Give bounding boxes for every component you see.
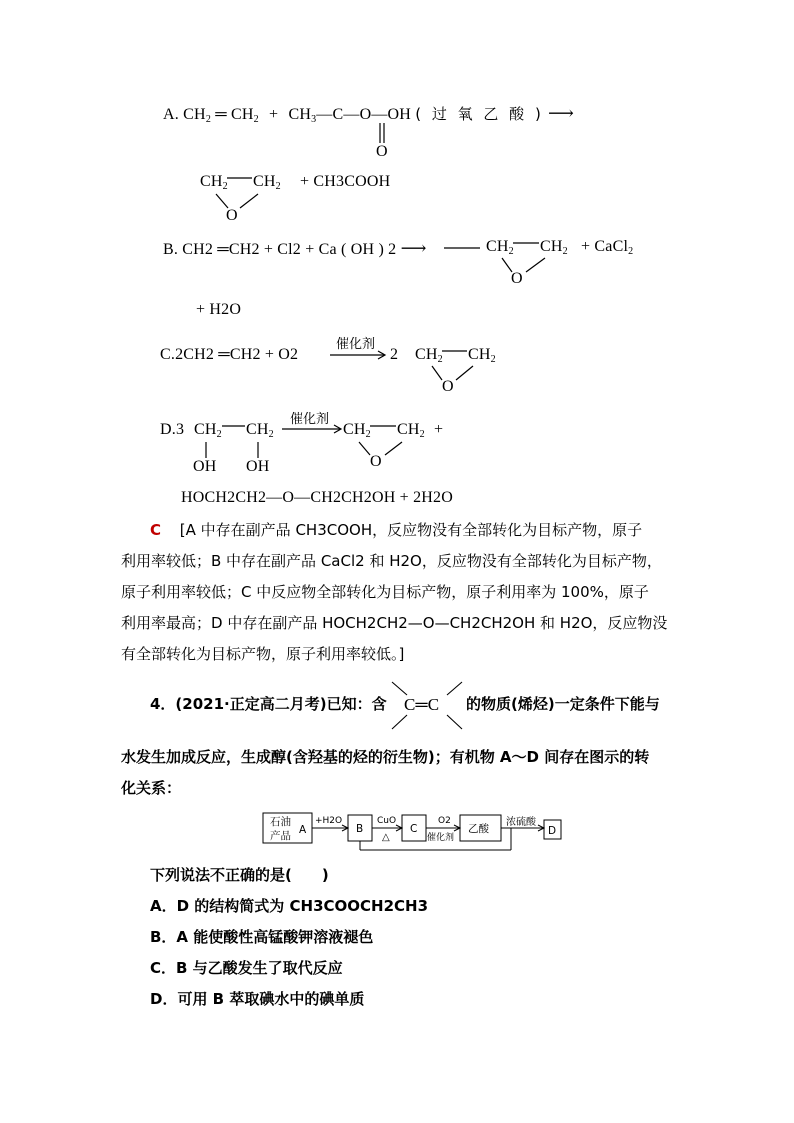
flow-box-a: A: [299, 824, 307, 836]
flow-acid: 乙酸: [468, 823, 489, 835]
option-b-epoxide-right: $CH_2$: [540, 238, 568, 257]
option-c-lhs: 2CH2 ═CH2 + O2: [175, 346, 299, 363]
option-a-oxy: O—OH: [359, 106, 412, 123]
option-a-ch2b: $CH_2$: [230, 106, 259, 125]
option-a-ch2: $CH_2$: [183, 106, 212, 125]
flow-catalyst: 催化剂: [427, 833, 455, 843]
option-d-line2: HOCH2CH2—O—CH2CH2OH + 2H2O: [181, 489, 454, 506]
answer-3-line3: 原子利用率较低；C 中反应物全部转化为目标产物，原子利用率为 100%，原子: [121, 583, 649, 601]
option-a-equation: A. $CH_2$ ═ $CH_2$ + $CH_3—C—O—OH$ ( 过 氧 乙 酸 ) ⟶: [163, 103, 575, 125]
q4-line2: 水发生加成反应，生成醇(含羟基的烃的衍生物)；有机物 A～D 间存在图示的转: [121, 748, 650, 766]
option-a-double-bond: ═: [215, 106, 227, 123]
option-a-epoxide-right: $CH_2$: [253, 173, 281, 192]
option-d-catalyst: 催化剂: [290, 412, 330, 427]
option-b-h2o: + H2O: [196, 301, 242, 318]
option-d-epoxide-right: $CH_2$: [397, 421, 425, 440]
option-c-catalyst: 催化剂: [336, 337, 376, 352]
flow-h2o: +H2O: [315, 816, 343, 826]
option-b-epoxide-left: $CH_2$: [486, 238, 514, 257]
q4-option-c: C．B 与乙酸发生了取代反应: [150, 959, 343, 977]
flow-box-b: B: [356, 823, 364, 835]
option-c-epoxide-right: $CH_2$: [468, 346, 496, 365]
option-b-lhs: CH2 ═CH2 + Cl2 + Ca ( OH ) 2: [182, 241, 397, 258]
option-a-arrow: ⟶: [548, 103, 575, 123]
option-a-plus: +: [269, 106, 279, 123]
q4-option-d: D．可用 B 萃取碘水中的碘单质: [150, 990, 365, 1008]
flow-box-d: D: [548, 825, 557, 837]
flow-box-c: C: [410, 823, 418, 835]
option-b-cacl2: + CaCl$_2$: [581, 238, 634, 257]
flow-o2: O2: [438, 816, 451, 826]
flow-h2so4: 浓硫酸: [506, 817, 536, 828]
answer-3-text1: [A 中存在副产品 CH3COOH，反应物没有全部转化为目标产物，原子: [179, 521, 643, 539]
option-c-epoxide-o: O: [442, 378, 454, 395]
option-d-plus: +: [434, 421, 444, 438]
flow-box1-line1: 石油: [270, 816, 291, 828]
answer-letter: C: [150, 521, 162, 539]
option-c-epoxide-left: $CH_2$: [415, 346, 443, 365]
option-d-reactant-left: $CH_2$: [194, 421, 222, 440]
option-a-label: A.: [163, 106, 179, 123]
option-d-epoxide-o: O: [370, 453, 382, 470]
option-a-name: ( 过 氧 乙 酸 ): [415, 105, 544, 123]
option-b-arrow: ⟶: [400, 238, 427, 258]
option-a-carbon: C: [332, 106, 344, 123]
q4-line3: 化关系：: [121, 779, 182, 797]
option-a-epoxide-o: O: [226, 207, 238, 224]
option-d-coef: 3: [175, 421, 185, 438]
option-d-epoxide-left: $CH_2$: [343, 421, 371, 440]
option-d-oh-left: OH: [193, 458, 217, 475]
option-c-label: C.: [160, 346, 176, 363]
option-a-byproduct: + CH3COOH: [300, 173, 391, 190]
q4-option-a: A．D 的结构简式为 CH3COOCH2CH3: [150, 897, 429, 915]
option-d-oh-right: OH: [246, 458, 270, 475]
answer-3-line4: 利用率最高；D 中存在副产品 HOCH2CH2—O—CH2CH2OH 和 H2O，反应物没: [121, 614, 668, 632]
flow-box1-line2: 产品: [270, 830, 291, 842]
flow-delta: △: [382, 832, 390, 843]
flow-cuo: CuO: [377, 816, 397, 826]
option-a-double-o: O: [376, 143, 388, 160]
option-d-label: D.: [160, 421, 176, 438]
option-a-epoxide-left: $CH_2$: [200, 173, 228, 192]
answer-3-line5: 有全部转化为目标产物，原子利用率较低。]: [121, 645, 405, 663]
answer-3-line2: 利用率较低；B 中存在副产品 CaCl2 和 H2O，反应物没有全部转化为目标产物，: [121, 552, 662, 570]
option-b-epoxide-o: O: [511, 270, 523, 287]
q4-option-b: B．A 能使酸性高锰酸钾溶液褪色: [150, 928, 374, 946]
q4-prompt: 下列说法不正确的是( ): [150, 866, 329, 884]
option-a-ch3: $CH_3$: [288, 106, 317, 125]
option-c-coef: 2: [390, 346, 399, 363]
q4-stem-end: 的物质(烯烃)一定条件下能与: [466, 695, 660, 713]
option-b-label: B.: [163, 241, 179, 258]
q4-stem-start: 4．(2021·正定高二月考)已知：含: [150, 695, 387, 713]
q4-cc-label: C═C: [404, 695, 440, 714]
option-d-reactant-right: $CH_2$: [246, 421, 274, 440]
